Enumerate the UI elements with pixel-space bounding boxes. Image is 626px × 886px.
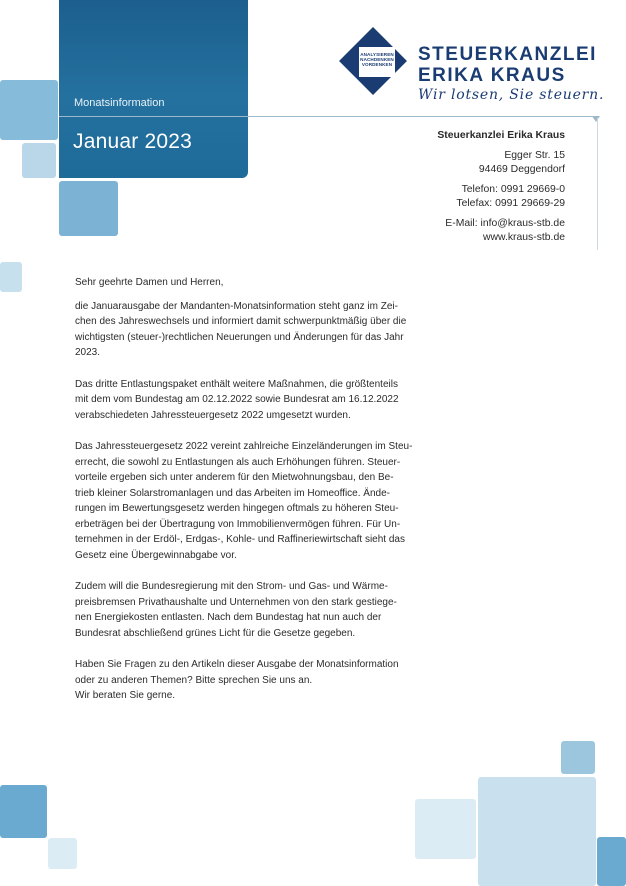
email-link[interactable]: E-Mail: info@kraus-stb.de (445, 218, 565, 229)
text-line: Zudem will die Bundesregierung mit den Strom- und Gas- und Wärme- (75, 581, 388, 592)
logo-badge-text (356, 52, 398, 68)
sender-address (325, 129, 565, 245)
decor-square (597, 837, 626, 886)
logo-name-line-1: STEUERKANZLEI (418, 44, 597, 65)
text-line: mit dem vom Bundestag am 02.12.2022 sowie Bundesrat am 16.12.2022 (75, 394, 399, 405)
text-line: 2023. (75, 347, 101, 358)
decor-square (48, 838, 77, 869)
address-divider (597, 118, 598, 250)
text-line: die Januarausgabe der Mandanten-Monatsinformation steht ganz im Zei- (75, 300, 398, 312)
phone: Telefon: 0991 29669-0 (461, 184, 565, 195)
decor-square (415, 799, 476, 859)
text-line: Das dritte Entlastungspaket enthält weitere Maßnahmen, die größtenteils (75, 378, 398, 390)
city: 94469 Deggendorf (478, 164, 565, 175)
text-line: verabschiedeten Jahressteuergesetz 2022 umgesetzt wurden. (75, 409, 351, 421)
text-line: nen Energiekosten entlasten. Nach dem Bundestag hat nun auch der (75, 612, 382, 623)
paragraph-1 (75, 299, 447, 361)
text-line: vorteile ergeben sich unter anderem für den Mietwohnungsbau, den Be- (75, 472, 394, 483)
text-line: errecht, die sowohl zu Entlastungen als auch Erhöhungen führen. Steuer- (75, 456, 401, 468)
text-line: Haben Sie Fragen zu den Artikeln dieser Ausgabe der Monatsinformation (75, 659, 399, 670)
letter-body (75, 275, 447, 720)
decor-square (0, 262, 22, 292)
text-line: trieb kleiner Solarstromanlagen und das Arbeiten im Homeoffice. Ände- (75, 487, 390, 499)
closing: Wir beraten Sie gerne. (75, 690, 176, 701)
paragraph-3 (75, 439, 447, 563)
logo-name-line-2: ERIKA KRAUS (418, 65, 566, 86)
decor-square (22, 143, 56, 178)
text-line: ternehmen in der Erdöl-, Erdgas-, Kohle- und Raffineriewirtschaft sieht das (75, 534, 405, 545)
publication-kicker: Monatsinformation (74, 97, 165, 109)
text-line: Das Jahressteuergesetz 2022 vereint zahlreiche Einzeländerungen im Steu- (75, 441, 413, 452)
text-line: chen des Jahreswechsels und informiert damit schwerpunktmäßig über die (75, 316, 407, 327)
decor-square (478, 777, 596, 886)
logo-slogan: Wir lotsen, Sie steuern. (418, 87, 605, 103)
text-line: Gesetz eine Übergewinnabgabe vor. (75, 549, 237, 561)
text-line: erbeträgen bei der Übertragung von Immobilienvermögen führen. Für Un- (75, 518, 401, 530)
salutation: Sehr geehrte Damen und Herren, (75, 277, 224, 288)
paragraph-5 (75, 657, 447, 688)
text-line: oder zu anderen Themen? Bitte sprechen Sie uns an. (75, 674, 313, 686)
issue-title: Januar 2023 (73, 130, 192, 153)
decor-square (59, 181, 118, 236)
logo-badge-line: VORDENKEN (361, 62, 393, 68)
text-line: wichtigsten (steuer-)rechtlichen Neuerungen und Änderungen für das Jahr (75, 331, 404, 343)
text-line: rungen im Bewertungsgesetz werden hingegen oftmals zu höheren Steu- (75, 503, 399, 514)
text-line: preisbremsen Privathaushalte und Unternehmen von den stark gestiege- (75, 596, 397, 608)
logo-badge-line: NACHDENKEN (360, 57, 394, 63)
paragraph-2 (75, 377, 447, 424)
paragraph-4 (75, 579, 447, 641)
logo-badge-line: ANALYSIEREN (360, 52, 394, 57)
website-link[interactable]: www.kraus-stb.de (483, 232, 565, 243)
text-line: Bundesrat abschließend grünes Licht für die Gesetze gegeben. (75, 627, 356, 639)
decor-square (0, 80, 58, 140)
header-divider (59, 116, 599, 117)
fax: Telefax: 0991 29669-29 (456, 198, 565, 209)
divider-marker-icon (592, 116, 600, 122)
decor-square (0, 785, 47, 838)
street: Egger Str. 15 (504, 150, 565, 161)
decor-square (561, 741, 595, 774)
firm-name: Steuerkanzlei Erika Kraus (437, 130, 565, 141)
